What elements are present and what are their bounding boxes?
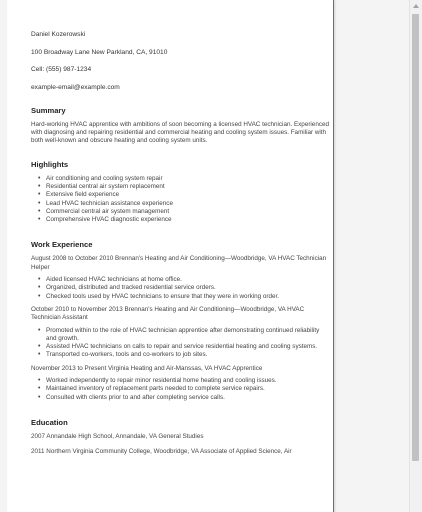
job-entry bbox=[31, 365, 331, 402]
scrollbar-thumb[interactable] bbox=[412, 14, 419, 461]
job-duty: • Transported co-workers, tools and co-workers to job sites. bbox=[46, 351, 331, 359]
job-duty: • Assisted HVAC technicians on calls to repair and service residential heating and cooling systems. bbox=[46, 343, 331, 351]
job-duties-list bbox=[31, 276, 331, 301]
summary-section bbox=[31, 106, 331, 146]
job-entry bbox=[31, 255, 331, 300]
contact-name: Daniel Kozerowski bbox=[31, 31, 86, 38]
highlight-item: • Lead HVAC technician assistance experience bbox=[46, 200, 331, 208]
job-heading: October 2010 to November 2013 Brennan's Heating and Air Conditioning—Woodbridge, VA HVAC Technician Assistant bbox=[31, 305, 305, 322]
job-duty: • Aided licensed HVAC technicians at home office. bbox=[46, 276, 331, 284]
job-duty: • Organized, distributed and tracked residential service orders. bbox=[46, 284, 331, 292]
resume-page bbox=[7, 0, 334, 512]
vertical-scrollbar[interactable] bbox=[409, 0, 422, 512]
highlight-item: • Comprehensive HVAC diagnostic experience bbox=[46, 216, 331, 224]
highlight-item: • Extensive field experience bbox=[46, 191, 331, 199]
job-duty: • Worked independently to repair minor residential home heating and cooling issues. bbox=[46, 377, 331, 385]
contact-email: example-email@example.com bbox=[31, 83, 120, 91]
experience-heading: Work Experience bbox=[31, 240, 93, 250]
highlights-heading: Highlights bbox=[31, 159, 69, 169]
summary-heading: Summary bbox=[31, 105, 66, 115]
education-section bbox=[31, 418, 331, 457]
education-line: 2007 Annandale High School, Annandale, VA General Studies bbox=[31, 432, 204, 440]
summary-text: Hard-working HVAC apprentice with ambitions of soon becoming a licensed HVAC technician. Experienced with diagnosing and repairing residential and commercial heating and cooling system issues. Familiar with both well-known and obscure heating and cooling system units. bbox=[31, 120, 329, 145]
highlight-item: • Air conditioning and cooling system repair bbox=[46, 175, 331, 183]
highlights-list bbox=[31, 175, 331, 225]
education-line: 2011 Northern Virginia Community College, Woodbridge, VA Associate of Applied Science, Air bbox=[31, 448, 292, 456]
job-entry bbox=[31, 306, 331, 360]
job-duty: • Consulted with clients prior to and after completing service calls. bbox=[46, 394, 331, 402]
job-duties-list bbox=[31, 327, 331, 360]
scroll-up-arrow-icon[interactable] bbox=[413, 4, 419, 8]
job-heading: November 2013 to Present Virginia Heating and Air-Manssas, VA HVAC Apprentice bbox=[31, 364, 263, 372]
job-duty: • Maintained inventory of replacement parts needed to complete service repairs. bbox=[46, 385, 331, 393]
resume-content bbox=[31, 30, 331, 457]
contact-address: 100 Broadway Lane New Parkland, CA, 91010 bbox=[31, 48, 168, 56]
experience-section bbox=[31, 240, 331, 401]
highlights-section bbox=[31, 160, 331, 225]
job-duty: • Promoted within to the role of HVAC technician apprentice after demonstrating continued reliability and growth. bbox=[46, 327, 331, 344]
contact-block bbox=[31, 30, 331, 92]
job-duties-list bbox=[31, 377, 331, 402]
highlight-item: • Residential central air system replacement bbox=[46, 183, 331, 191]
contact-cell: Cell: (555) 987-1234 bbox=[31, 66, 92, 74]
job-heading: August 2008 to October 2010 Brennan's Heating and Air Conditioning—Woodbridge, VA HVAC Technician Helper bbox=[31, 255, 327, 271]
education-heading: Education bbox=[31, 417, 68, 427]
job-duty: • Checked tools used by HVAC technicians to ensure that they were in working order. bbox=[46, 293, 331, 301]
highlight-item: • Commercial central air system management bbox=[46, 208, 331, 216]
